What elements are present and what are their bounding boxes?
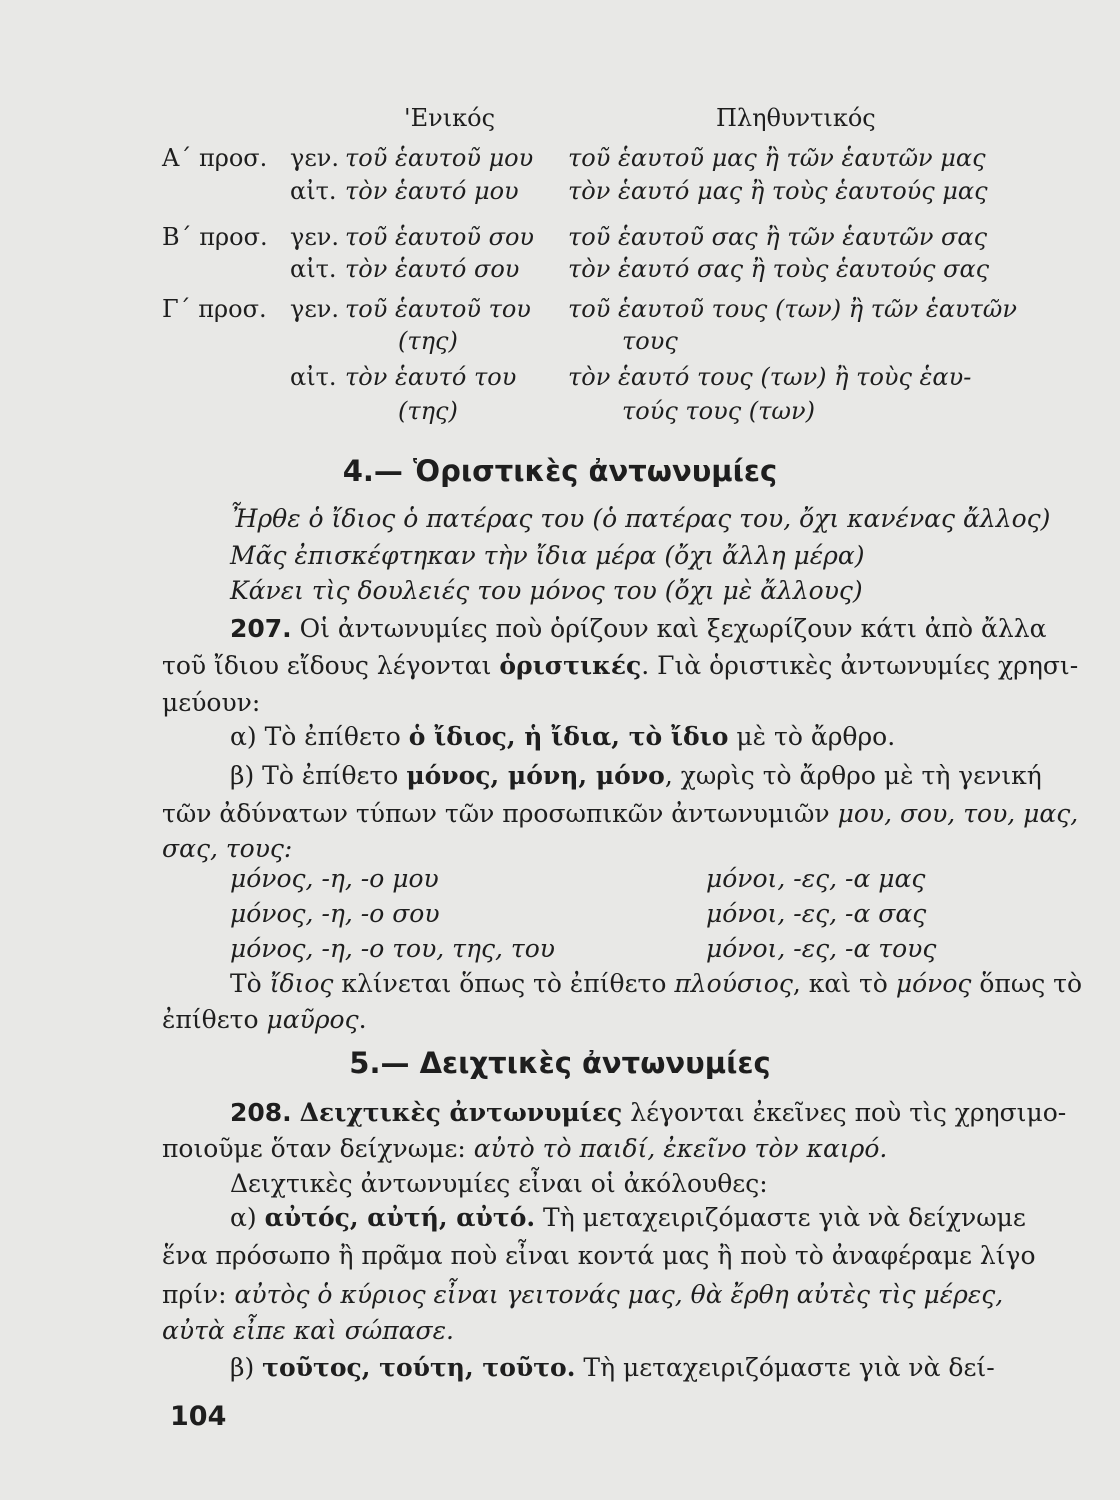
form-singular: (της) bbox=[398, 327, 458, 355]
item-b-line3: σας, τους: bbox=[162, 834, 293, 863]
form-singular: (της) bbox=[398, 397, 458, 425]
declension-plural: μόνοι, -ες, -α σας bbox=[706, 899, 927, 928]
paragraph-207-line3: μεύουν: bbox=[162, 688, 261, 717]
case-label: γεν. bbox=[290, 144, 339, 172]
paragraph-207-line2: τοῦ ἴδιου εἴδους λέγονται ὁριστικές. Γιὰ ὁριστικὲς ἀντωνυμίες χρησι- bbox=[162, 651, 1079, 680]
form-singular: τὸν ἑαυτό μου bbox=[345, 177, 519, 205]
col-header-plural: Πληθυντικός bbox=[716, 104, 876, 132]
declension-plural: μόνοι, -ες, -α τους bbox=[706, 934, 937, 963]
form-plural: τὸν ἑαυτό σας ἢ τοὺς ἑαυτούς σας bbox=[568, 255, 990, 283]
form-singular: τὸν ἑαυτό σου bbox=[345, 255, 520, 283]
paragraph-208-line3: Δειχτικὲς ἀντωνυμίες εἶναι οἱ ἀκόλουθες: bbox=[230, 1169, 768, 1198]
row-label-first-person: Α΄ προσ. bbox=[162, 144, 268, 172]
example-line: Κάνει τὶς δουλειές του μόνος του (ὄχι μὲ ἄλλους) bbox=[230, 576, 863, 605]
paragraph-number: 208. bbox=[230, 1098, 292, 1127]
form-plural: τὸν ἑαυτό τους (των) ἢ τοὺς ἑαυ- bbox=[568, 363, 972, 391]
item-a: α) Τὸ ἐπίθετο ὁ ἴδιος, ἡ ἴδια, τὸ ἴδιο μὲ τὸ ἄρθρο. bbox=[230, 722, 896, 751]
form-plural: τοῦ ἑαυτοῦ τους (των) ἢ τῶν ἑαυτῶν bbox=[568, 295, 1017, 323]
col-header-singular: 'Ενικός bbox=[404, 104, 496, 132]
example-line: Ἦρθε ὁ ἴδιος ὁ πατέρας του (ὁ πατέρας του, ὄχι κανένας ἄλλος) bbox=[230, 504, 1051, 533]
case-label: αἰτ. bbox=[290, 177, 337, 205]
term-bold: Δειχτικὲς ἀντωνυμίες bbox=[299, 1098, 623, 1127]
term-bold: ὁ ἴδιος, ἡ ἴδια, τὸ ἴδιο bbox=[408, 722, 729, 751]
item-b: β) Τὸ ἐπίθετο μόνος, μόνη, μόνο, χωρὶς τὸ ἄρθρο μὲ τὴ γενική bbox=[230, 761, 1042, 790]
case-label: γεν. bbox=[290, 295, 339, 323]
paragraph-number: 207. bbox=[230, 614, 292, 643]
paragraph-208-line2: ποιοῦμε ὅταν δείχνωμε: αὐτὸ τὸ παιδί, ἐκεῖνο τὸν καιρό. bbox=[162, 1134, 888, 1163]
term-bold: μόνος, μόνη, μόνο bbox=[406, 761, 665, 790]
declension-note-line2: ἐπίθετο μαῦρος. bbox=[162, 1005, 367, 1034]
form-plural: τούς τους (των) bbox=[622, 397, 815, 425]
form-plural: τους bbox=[622, 327, 678, 355]
case-label: αἰτ. bbox=[290, 255, 337, 283]
declension-plural: μόνοι, -ες, -α μας bbox=[706, 864, 926, 893]
item-a-line3: πρίν: αὐτὸς ὁ κύριος εἶναι γειτονάς μας, θὰ ἔρθη αὐτὲς τὶς μέρες, bbox=[162, 1280, 1004, 1309]
row-label-third-person: Γ΄ προσ. bbox=[162, 295, 267, 323]
case-label: αἰτ. bbox=[290, 363, 337, 391]
paragraph-208-line1: 208. Δειχτικὲς ἀντωνυμίες λέγονται ἐκεῖνες ποὺ τὶς χρησιμο- bbox=[230, 1098, 1067, 1127]
declension-singular: μόνος, -η, -ο του, της, του bbox=[230, 934, 555, 963]
form-singular: τοῦ ἑαυτοῦ του bbox=[345, 295, 531, 323]
case-label: γεν. bbox=[290, 223, 339, 251]
form-plural: τοῦ ἑαυτοῦ μας ἢ τῶν ἑαυτῶν μας bbox=[568, 144, 986, 172]
row-label-second-person: Β΄ προσ. bbox=[162, 223, 268, 251]
item-a-line1: α) αὐτός, αὐτή, αὐτό. Τὴ μεταχειριζόμαστε γιὰ νὰ δείχνωμε bbox=[230, 1203, 1026, 1232]
item-b-line2: τῶν ἀδύνατων τύπων τῶν προσωπικῶν ἀντωνυμιῶν μου, σου, του, μας, bbox=[162, 799, 1079, 828]
declension-note: Τὸ ἴδιος κλίνεται ὅπως τὸ ἐπίθετο πλούσιος, καὶ τὸ μόνος ὅπως τὸ bbox=[230, 969, 1083, 998]
section-5-heading: 5.— Δειχτικὲς ἀντωνυμίες bbox=[349, 1046, 771, 1080]
term-bold: ὁριστικές bbox=[499, 651, 642, 680]
declension-singular: μόνος, -η, -ο σου bbox=[230, 899, 440, 928]
page-number: 104 bbox=[170, 1401, 227, 1432]
item-a-line4: αὐτὰ εἶπε καὶ σώπασε. bbox=[162, 1316, 454, 1345]
form-plural: τοῦ ἑαυτοῦ σας ἢ τῶν ἑαυτῶν σας bbox=[568, 223, 988, 251]
form-singular: τοῦ ἑαυτοῦ μου bbox=[345, 144, 534, 172]
section-4-heading: 4.— Ὁριστικὲς ἀντωνυμίες bbox=[342, 454, 778, 488]
form-plural: τὸν ἑαυτό μας ἢ τοὺς ἑαυτούς μας bbox=[568, 177, 988, 205]
declension-singular: μόνος, -η, -ο μου bbox=[230, 864, 439, 893]
term-bold: τοῦτος, τούτη, τοῦτο. bbox=[262, 1353, 576, 1382]
form-singular: τὸν ἑαυτό του bbox=[345, 363, 517, 391]
item-b-line1: β) τοῦτος, τούτη, τοῦτο. Τὴ μεταχειριζόμαστε γιὰ νὰ δεί- bbox=[230, 1353, 995, 1382]
paragraph-207-line1: 207. Οἱ ἀντωνυμίες ποὺ ὁρίζουν καὶ ξεχωρίζουν κάτι ἀπὸ ἄλλα bbox=[230, 614, 1047, 643]
item-a-line2: ἕνα πρόσωπο ἢ πρᾶμα ποὺ εἶναι κοντά μας ἢ ποὺ τὸ ἀναφέραμε λίγο bbox=[162, 1241, 1036, 1270]
term-bold: αὐτός, αὐτή, αὐτό. bbox=[264, 1203, 536, 1232]
example-line: Μᾶς ἐπισκέφτηκαν τὴν ἴδια μέρα (ὄχι ἄλλη μέρα) bbox=[230, 541, 865, 570]
form-singular: τοῦ ἑαυτοῦ σου bbox=[345, 223, 534, 251]
